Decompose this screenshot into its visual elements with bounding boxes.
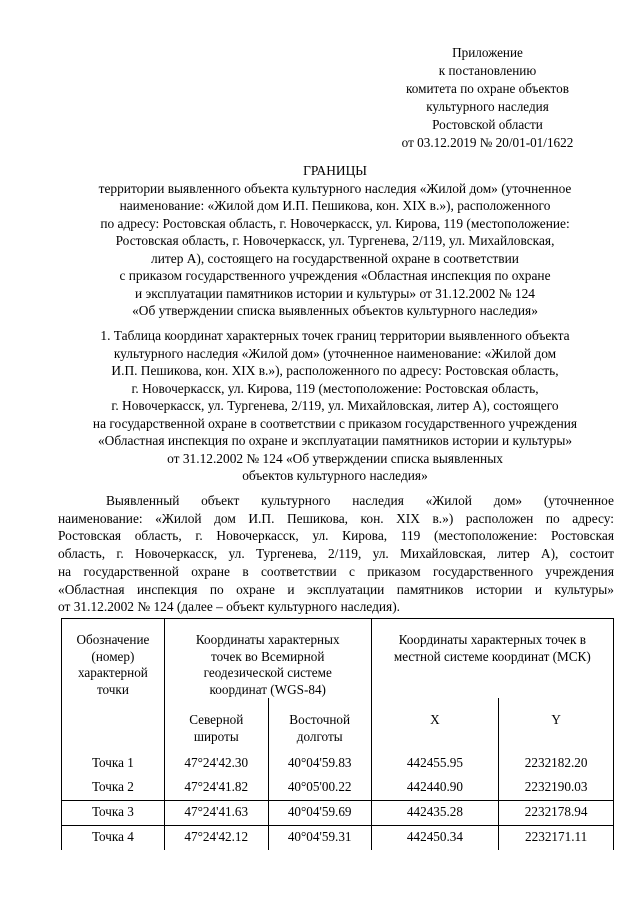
- title-line: литер А), состоящего на государственной охране в соответствии: [151, 250, 519, 266]
- header-msk: Координаты характерных точек в местной системе координат (МСК): [371, 619, 613, 699]
- title-line: по адресу: Ростовская область, г. Новочеркасск, ул. Кирова, 119 (местоположение:: [100, 215, 570, 231]
- appendix-line: комитета по охране объектов: [406, 81, 569, 96]
- cell-x: 442440.90: [371, 776, 499, 801]
- paragraph-line: Ростовская область, г. Новочеркасск, ул. Кирова, 119 (местоположение: Ростовская: [58, 528, 614, 544]
- cell-point: Точка 2: [62, 776, 165, 801]
- section-line: 1. Таблица координат характерных точек границ территории выявленного объекта: [100, 328, 570, 343]
- description-paragraph: [58, 492, 614, 616]
- table-row: [62, 800, 614, 825]
- paragraph-line: «Областная инспекция по охране и эксплуатации памятников истории и культуры»: [58, 581, 614, 597]
- table-row: [62, 825, 614, 850]
- title-line: наименование: «Жилой дом И.П. Пешикова, кон. XIX в.»), расположенного: [119, 198, 551, 213]
- paragraph-line: Выявленный объект культурного наследия «Жилой дом» (уточненное: [106, 493, 614, 508]
- cell-x: 442455.95: [371, 752, 499, 776]
- cell-north: 47°24'42.12: [164, 825, 268, 850]
- cell-y: 2232171.11: [499, 825, 614, 850]
- paragraph-line: на государственной охране в соответствии с приказом государственного учреждения: [58, 563, 614, 579]
- cell-north: 47°24'41.82: [164, 776, 268, 801]
- section-heading: [50, 327, 620, 485]
- title-line: «Об утверждении списка выявленных объектов культурного наследия»: [132, 303, 538, 318]
- section-line: культурного наследия «Жилой дом» (уточненное наименование: «Жилой дом: [113, 345, 557, 361]
- title-line: с приказом государственного учреждения «Областная инспекция по охране: [119, 268, 551, 283]
- subheader-x: X: [371, 698, 499, 751]
- title-line: Ростовская область, г. Новочеркасск, ул. Тургенева, 2/119, ул. Михайловская,: [115, 233, 555, 248]
- subheader-east: Восточной долготы: [268, 698, 371, 751]
- title-heading: ГРАНИЦЫ: [303, 163, 367, 178]
- appendix-line: от 03.12.2019 № 20/01-01/1622: [401, 135, 574, 150]
- header-wgs84: Координаты характерных точек во Всемирной геодезической системе координат (WGS-84): [164, 619, 371, 699]
- section-line: на государственной охране в соответствии с приказом государственного учреждения: [92, 415, 578, 431]
- appendix-header: [350, 44, 625, 152]
- table-row: [62, 776, 614, 801]
- coordinates-table: [61, 618, 614, 850]
- section-line: г. Новочеркасск, ул. Тургенева, 2/119, ул. Михайловская, литер А), состоящего: [111, 398, 559, 413]
- cell-x: 442450.34: [371, 825, 499, 850]
- title-line: территории выявленного объекта культурного наследия «Жилой дом» (уточненное: [98, 180, 572, 196]
- section-line: от 31.12.2002 № 124 «Об утверждении списка выявленных: [167, 450, 503, 466]
- cell-point: Точка 1: [62, 752, 165, 776]
- paragraph-line: от 31.12.2002 № 124 (далее – объект культурного наследия).: [58, 599, 401, 615]
- section-line: И.П. Пешикова, кон. XIX в.»), расположенного по адресу: Ростовская область,: [111, 363, 559, 378]
- cell-east: 40°04'59.69: [268, 800, 371, 825]
- section-line: «Областная инспекция по охране и эксплуатации памятников истории и культуры»: [97, 433, 573, 448]
- section-line: г. Новочеркасск, ул. Кирова, 119 (местоположение: Ростовская область,: [131, 380, 539, 396]
- cell-y: 2232182.20: [499, 752, 614, 776]
- paragraph-line: наименование: «Жилой дом И.П. Пешикова, кон. XIX в.») расположен по адресу:: [58, 510, 614, 526]
- cell-north: 47°24'42.30: [164, 752, 268, 776]
- cell-y: 2232178.94: [499, 800, 614, 825]
- title-line: и эксплуатации памятников истории и культуры» от 31.12.2002 № 124: [135, 285, 535, 301]
- header-designation: Обозначение (номер) характерной точки: [62, 619, 165, 752]
- cell-x: 442435.28: [371, 800, 499, 825]
- subheader-y: Y: [499, 698, 614, 751]
- cell-east: 40°05'00.22: [268, 776, 371, 801]
- cell-east: 40°04'59.83: [268, 752, 371, 776]
- paragraph-line: область, г. Новочеркасск, ул. Тургенева, 2/119, ул. Михайловская, литер А), состоит: [58, 546, 614, 562]
- document-title: [50, 162, 620, 320]
- table-header-row: [62, 619, 614, 699]
- appendix-line: Приложение: [452, 45, 523, 60]
- appendix-line: Ростовской области: [432, 117, 543, 132]
- appendix-line: к постановлению: [438, 63, 537, 78]
- section-line: объектов культурного наследия»: [242, 468, 428, 483]
- cell-y: 2232190.03: [499, 776, 614, 801]
- cell-east: 40°04'59.31: [268, 825, 371, 850]
- appendix-line: культурного наследия: [426, 99, 549, 114]
- cell-north: 47°24'41.63: [164, 800, 268, 825]
- cell-point: Точка 4: [62, 825, 165, 850]
- subheader-north: Северной широты: [164, 698, 268, 751]
- cell-point: Точка 3: [62, 800, 165, 825]
- table-row: [62, 752, 614, 776]
